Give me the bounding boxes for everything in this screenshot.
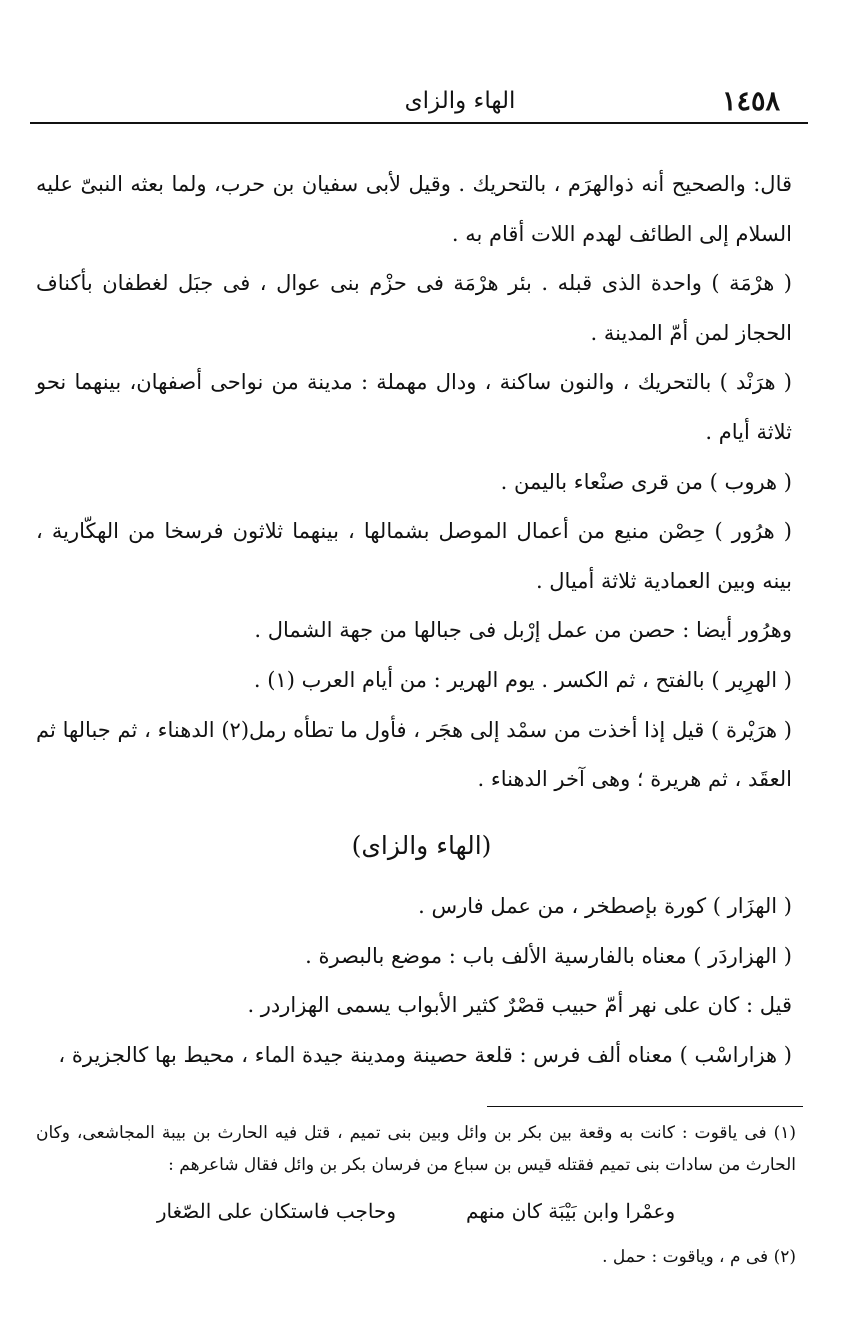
page-number: ١٤٥٨ [721, 86, 780, 117]
section-text [36, 882, 792, 1080]
entry-paragraph: ( هرَنْد ) بالتحريك ، والنون ساكنة ، ودال مهملة : مدينة من نواحى أصفهان، بينهما نحو ثلاثة أيام . [36, 370, 792, 444]
section-heading: (الهاء والزاى) [351, 831, 492, 860]
entry-paragraph: وهرُور أيضا : حصن من عمل إرْبل فى جبالها من جهة الشمال . [254, 618, 792, 643]
entry-paragraph: ( هروب ) من قرى صنْعاء باليمن . [500, 469, 792, 494]
footnote-verse [36, 1181, 796, 1241]
footnote-1: (١) فى ياقوت : كانت به وقعة بين بكر بن وائل وبين بنى تميم ، قتل فيه الحارث بن بيبة المجاشعى، وكان الحارث من سادات بنى تميم فقتله قيس بن سباع من فرسان بكر بن وائل فقال شاعرهم : [36, 1123, 796, 1175]
entry-paragraph: ( الهزَار ) كورة بإصطخر ، من عمل فارس . [418, 894, 792, 918]
entry-paragraph: ( هرُور ) حِصْن منيع من أعمال الموصل بشمالها ، بينهما ثلاثون فرسخا من الهكّارية ، بينه وبين العمادية ثلاثة أميال . [36, 519, 792, 593]
footnote-divider [487, 1106, 803, 1107]
footnote-2: (٢) فى م ، وياقوت : حمل . [602, 1247, 796, 1267]
entry-paragraph: ( الهرِير ) بالفتح ، ثم الكسر . يوم الهرير : من أيام العرب (١) . [253, 667, 792, 692]
footnotes [36, 1117, 796, 1273]
page-header [30, 82, 808, 124]
verse-hemistich-left: وحاجب فاستكان على الصّغار [156, 1199, 396, 1223]
entry-paragraph: قيل : كان على نهر أمّ حبيب قصْرٌ كثير الأبواب يسمى الهزاردر . [247, 993, 792, 1017]
entry-paragraph: ( هرْمَة ) واحدة الذى قبله . بئر هرْمَة فى حزْم بنى عوال ، فى جبَل لغطفان بأكناف الحجاز لمن أمّ المدينة . [36, 271, 792, 345]
entry-paragraph: قال: والصحيح أنه ذوالهرَم ، بالتحريك . وقيل لأبى سفيان بن حرب، ولما بعثه النبىّ عليه السلام إلى الطائف لهدم اللات أقام به . [36, 172, 792, 246]
running-title: الهاء والزاى [404, 88, 516, 114]
verse-hemistich-right: وعمْرا وابن بَيْبَة كان منهم [465, 1199, 676, 1223]
entry-paragraph: ( الهزاردَر ) معناه بالفارسية الألف باب : موضع بالبصرة . [305, 943, 792, 968]
entry-paragraph: ( هزاراسْب ) معناه ألف فرس : قلعة حصينة ومدينة جيدة الماء ، محيط بها كالجزيرة ، [58, 1042, 792, 1067]
entry-paragraph: ( هرَيْرة ) قيل إذا أخذت من سمْد إلى هجَر ، فأول ما تطأه رمل(٢) الدهناء ، ثم جبالها ثم العقَد ، ثم هريرة ؛ وهى آخر الدهناء . [36, 717, 793, 792]
main-text [36, 160, 792, 805]
